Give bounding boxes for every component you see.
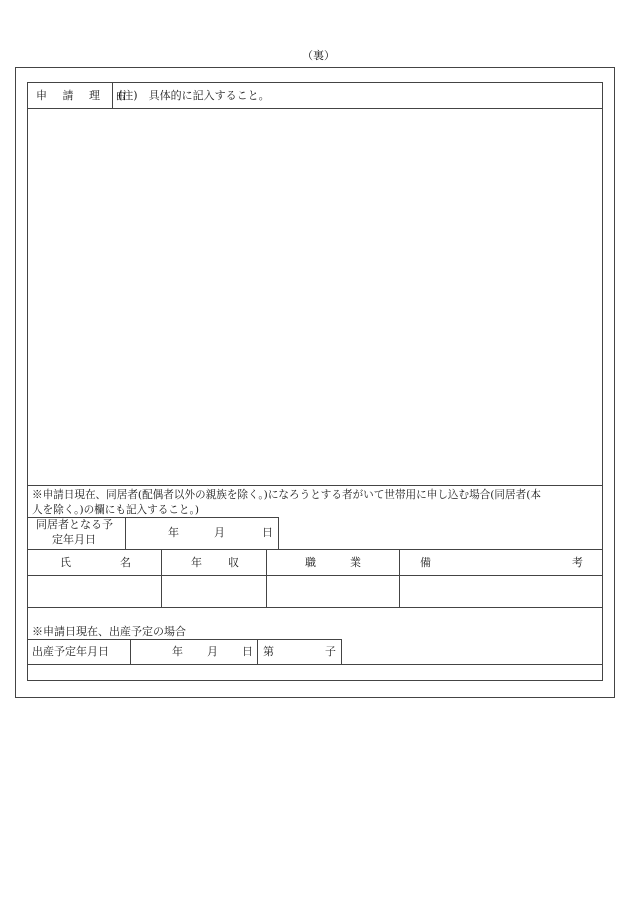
birth-date-month: 月 [207,645,218,658]
reason-note: (注) 具体的に記入すること。 [118,89,270,102]
reason-text-area[interactable] [30,111,600,483]
cohabitant-date-month: 月 [214,526,225,539]
header-job-b: 業 [350,556,361,569]
cohabitant-date-day: 日 [262,526,273,539]
cohabitant-date-label-line1: 同居者となる予 [36,518,113,531]
birth-order-prefix: 第 [263,645,274,658]
birth-date-day: 日 [242,645,253,658]
header-remarks-a: 備 [420,556,431,569]
cohabitant-date-field[interactable] [126,518,278,548]
header-name-a: 氏 [60,556,71,569]
cohabitant-date-year: 年 [168,526,179,539]
birth-note: ※申請日現在、出産予定の場合 [32,625,186,638]
header-name-b: 名 [120,556,131,569]
header-remarks-b: 考 [572,556,583,569]
cohabitant-remarks-input[interactable] [402,578,600,605]
birth-date-label: 出産予定年月日 [32,645,109,658]
cohabitant-note-line1: ※申請日現在、同居者(配偶者以外の親族を除く。)になろうとする者がいて世帯用に申し込む場合(同居者(本 [32,489,541,501]
birth-date-field[interactable] [131,640,256,663]
cohabitant-job-input[interactable] [269,578,397,605]
birth-date-year: 年 [172,645,183,658]
header-income-b: 収 [228,556,239,569]
cohabitant-name-input[interactable] [30,578,158,605]
header-job-a: 職 [305,556,316,569]
cohabitant-income-input[interactable] [164,578,264,605]
birth-order-suffix: 子 [325,645,336,658]
cohabitant-note-line2: 人を除く。)の欄にも記入すること。) [32,504,199,516]
cohabitant-date-label-line2: 定年月日 [52,533,96,546]
page-side-label: （裏） [302,49,335,62]
reason-label: 申 請 理 由 [36,89,133,102]
header-income-a: 年 [191,556,202,569]
